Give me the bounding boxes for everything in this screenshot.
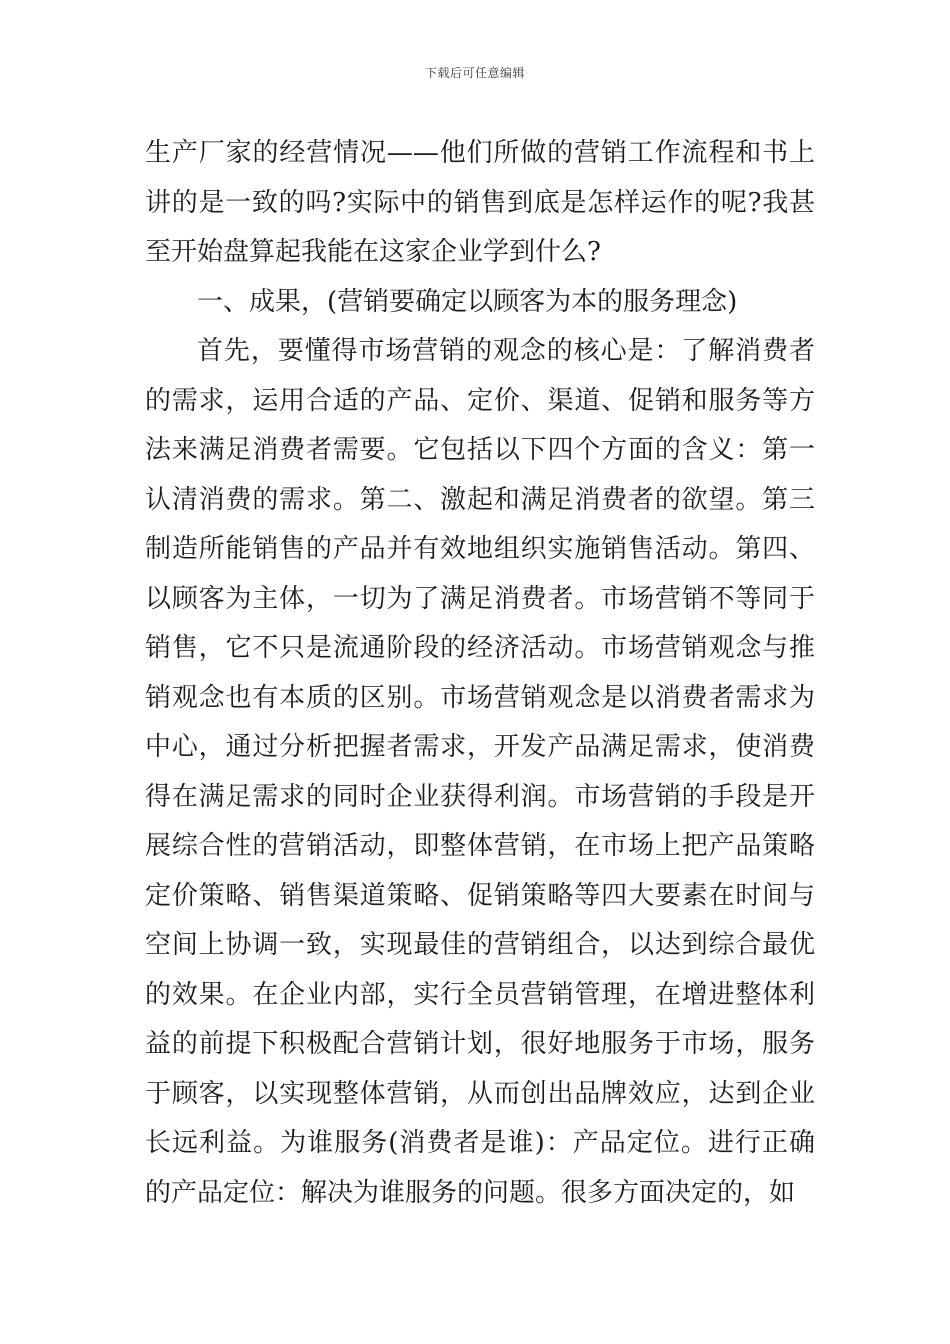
paragraph-main: 首先，要懂得市场营销的观念的核心是：了解消费者的需求，运用合适的产品、定价、渠道、促销和服务等方法来满足消费者需要。它包括以下四个方面的含义：第一认清消费的需求。第二、激起和满足消费者的欲望。第三制造所能销售的产品并有效地组织实施销售活动。第四、以顾客为主体，一切为了满足消费者。市场营销不等同于销售，它不只是流通阶段的经济活动。市场营销观念与推销观念也有本质的区别。市场营销观念是以消费者需求为中心，通过分析把握者需求，开发产品满足需求，使消费得在满足需求的同时企业获得利润。市场营销的手段是开展综合性的营销活动，即整体营销，在市场上把产品策略定价策略、销售渠道策略、促销策略等四大要素在时间与空间上协调一致，实现最佳的营销组合，以达到综合最优的效果。在企业内部，实行全员营销管理，在增进整体利益的前提下积极配合营销计划，很好地服务于市场，服务于顾客，以实现整体营销，从而创出品牌效应，达到企业长远利益。为谁服务(消费者是谁)：产品定位。进行正确的产品定位：解决为谁服务的问题。很多方面决定的，如	[145, 336, 815, 1208]
section-heading: 一、成果，(营销要确定以顾客为本的服务理念)	[197, 286, 738, 317]
paragraph-continuation: 生产厂家的经营情况——他们所做的营销工作流程和书上讲的是一致的吗?实际中的销售到底是怎样运作的呢?我甚至开始盘算起我能在这家企业学到什么?	[145, 138, 815, 267]
header-note: 下载后可任意编辑	[424, 66, 525, 80]
document-body	[145, 129, 815, 1218]
